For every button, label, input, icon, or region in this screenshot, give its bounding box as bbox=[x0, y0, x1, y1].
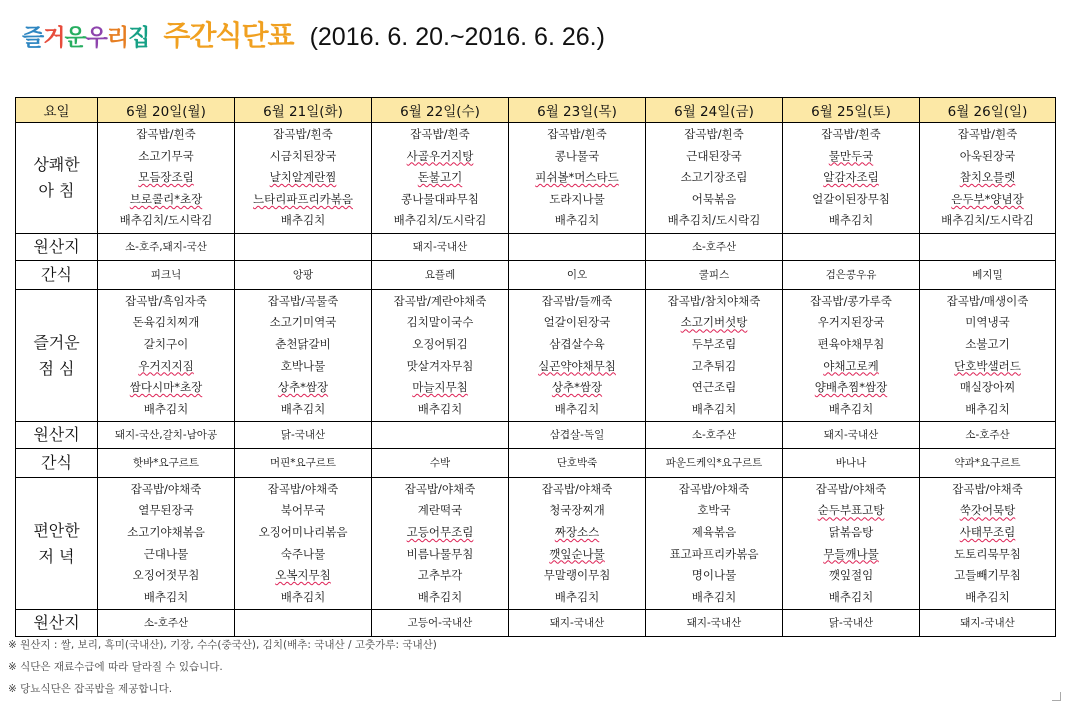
menu-item: 잡곡밥/들깨죽 bbox=[541, 293, 613, 308]
menu-item: 상추*쌈장 bbox=[277, 380, 329, 395]
menu-item: 잡곡밥/흰죽 bbox=[136, 127, 196, 142]
origin-cell: 소-호주,돼지-국산 bbox=[98, 234, 235, 261]
menu-item: 소고기장조림 bbox=[680, 170, 748, 185]
menu-item: 제육볶음 bbox=[691, 524, 737, 539]
origin-label: 원산지 bbox=[16, 234, 98, 261]
menu-item: 숙주나물 bbox=[280, 546, 326, 561]
menu-item: 잡곡밥/콩가루죽 bbox=[810, 293, 892, 308]
snack-pm-label: 간식 bbox=[16, 449, 98, 478]
menu-item: 사골우거지탕 bbox=[406, 148, 474, 163]
snack-am-label: 간식 bbox=[16, 261, 98, 290]
day-header: 6월 25일(토) bbox=[783, 98, 920, 123]
menu-item: 고들빼기무침 bbox=[954, 568, 1021, 583]
brand-char: 집 bbox=[128, 25, 150, 51]
origin-cell: 닭-국내산 bbox=[783, 610, 920, 637]
snack-cell: 파운드케익*요구르트 bbox=[646, 449, 783, 478]
lunch-day-cell bbox=[783, 290, 920, 422]
origin-cell: 소-호주산 bbox=[98, 610, 235, 637]
snack-pm-row bbox=[16, 449, 1056, 478]
menu-item: 콩나물대파무침 bbox=[401, 191, 479, 206]
menu-item: 잡곡밥/흰죽 bbox=[547, 127, 607, 142]
menu-item: 잡곡밥/야채죽 bbox=[678, 481, 750, 496]
menu-item: 상추*쌈장 bbox=[551, 380, 603, 395]
origin-cell: 소-호주산 bbox=[646, 422, 783, 449]
lunch-label bbox=[16, 290, 98, 422]
breakfast-day-cell bbox=[98, 123, 235, 234]
dinner-day-cell bbox=[372, 478, 509, 610]
brand-char: 운 bbox=[64, 25, 86, 51]
menu-item: 배추김치 bbox=[143, 401, 189, 416]
menu-item: 매실장아찌 bbox=[959, 380, 1016, 395]
lunch-day-cell bbox=[920, 290, 1056, 422]
menu-item: 배추김치 bbox=[691, 589, 737, 604]
origin-cell: 삼겹살-독일 bbox=[509, 422, 646, 449]
menu-item: 아욱된장국 bbox=[959, 148, 1016, 163]
day-header: 6월 20일(월) bbox=[98, 98, 235, 123]
origin-cell: 고등어-국내산 bbox=[372, 610, 509, 637]
dinner-day-cell bbox=[235, 478, 372, 610]
menu-item: 알감자조림 bbox=[823, 170, 879, 185]
breakfast-day-cell bbox=[372, 123, 509, 234]
snack-cell: 요플레 bbox=[372, 261, 509, 290]
menu-item: 배추김치 bbox=[280, 213, 326, 228]
breakfast-label-line: 아 침 bbox=[38, 181, 75, 200]
menu-item: 돈불고기 bbox=[417, 170, 463, 185]
dinner-day-cell bbox=[783, 478, 920, 610]
origin-cell: 소-호주산 bbox=[920, 422, 1056, 449]
menu-item: 배추김치 bbox=[828, 213, 874, 228]
page-corner-mark bbox=[1052, 692, 1061, 701]
menu-item: 우거지지짐 bbox=[138, 358, 194, 373]
menu-item: 소고기미역국 bbox=[269, 315, 337, 330]
menu-item: 청국장찌개 bbox=[549, 503, 605, 518]
breakfast-origin-row bbox=[16, 234, 1056, 261]
menu-item: 닭볶음탕 bbox=[828, 524, 874, 539]
menu-item: 피쉬볼*머스타드 bbox=[535, 170, 619, 185]
breakfast-day-cell bbox=[509, 123, 646, 234]
menu-item: 갈치구이 bbox=[143, 336, 189, 351]
menu-item: 잡곡밥/매생이죽 bbox=[946, 293, 1029, 308]
snack-cell: 앙팡 bbox=[235, 261, 372, 290]
origin-cell bbox=[783, 234, 920, 261]
menu-item: 야채고로케 bbox=[823, 358, 879, 373]
snack-cell: 쿨피스 bbox=[646, 261, 783, 290]
date-period: (2016. 6. 20.~2016. 6. 26.) bbox=[309, 23, 605, 51]
lunch-day-cell bbox=[98, 290, 235, 422]
menu-item: 돈육김치찌개 bbox=[132, 315, 200, 330]
menu-item: 배추김치 bbox=[828, 589, 874, 604]
lunch-day-cell bbox=[646, 290, 783, 422]
menu-item: 오징어튀김 bbox=[412, 336, 468, 351]
lunch-row bbox=[16, 290, 1056, 422]
origin-cell: 돼지-국내산 bbox=[920, 610, 1056, 637]
menu-item: 무말랭이무침 bbox=[543, 568, 611, 583]
dinner-row bbox=[16, 478, 1056, 610]
menu-item: 순두부표고탕 bbox=[817, 503, 885, 518]
menu-item: 콩나물국 bbox=[554, 148, 600, 163]
menu-item: 편육야채무침 bbox=[817, 336, 885, 351]
menu-item: 시금치된장국 bbox=[269, 148, 337, 163]
brand-char: 리 bbox=[106, 25, 129, 51]
origin-cell: 돼지-국내산 bbox=[372, 234, 509, 261]
day-header: 6월 22일(수) bbox=[372, 98, 509, 123]
menu-item: 배추김치 bbox=[554, 213, 600, 228]
lunch-day-cell bbox=[235, 290, 372, 422]
menu-item: 배추김치 bbox=[965, 401, 1010, 416]
breakfast-day-cell bbox=[783, 123, 920, 234]
origin-cell: 돼지-국산,갈치-남아공 bbox=[98, 422, 235, 449]
snack-cell: 수박 bbox=[372, 449, 509, 478]
breakfast-label-line: 상쾌한 bbox=[33, 155, 80, 174]
menu-item: 도토리묵무침 bbox=[954, 546, 1021, 561]
menu-item: 얼갈이된장무침 bbox=[812, 191, 890, 206]
menu-item: 마늘지무침 bbox=[412, 380, 468, 395]
menu-item: 소불고기 bbox=[965, 336, 1010, 351]
menu-item: 은두부*양념장 bbox=[951, 191, 1024, 206]
footnote-origin: ※ 원산지 : 쌀, 보리, 흑미(국내산), 기장, 수수(중국산), 김치(배추: 국내산 / 고춧가루: 국내산) bbox=[8, 639, 437, 651]
menu-item: 무들깨나물 bbox=[823, 546, 879, 561]
lunch-label-line: 즐거운 bbox=[33, 332, 80, 352]
menu-item: 맛살겨자무침 bbox=[406, 358, 474, 373]
menu-item: 잡곡밥/곡물죽 bbox=[267, 293, 339, 308]
weekly-menu-table bbox=[15, 97, 1056, 637]
snack-cell: 피크닉 bbox=[98, 261, 235, 290]
menu-item: 잡곡밥/야채죽 bbox=[815, 481, 887, 496]
menu-item: 비름나물무침 bbox=[406, 546, 474, 561]
menu-item: 우거지된장국 bbox=[817, 315, 885, 330]
day-header: 6월 26일(일) bbox=[920, 98, 1056, 123]
menu-item: 잡곡밥/야채죽 bbox=[130, 481, 202, 496]
menu-item: 고추부각 bbox=[417, 568, 463, 583]
breakfast-row bbox=[16, 123, 1056, 234]
menu-item: 오복지무침 bbox=[275, 568, 331, 583]
menu-item: 배추김치 bbox=[417, 401, 463, 416]
menu-item: 고추튀김 bbox=[691, 358, 737, 373]
page-header bbox=[22, 14, 605, 58]
menu-item: 배추김치 bbox=[828, 401, 874, 416]
menu-item: 쌈다시마*초장 bbox=[129, 380, 203, 395]
origin-label: 원산지 bbox=[16, 610, 98, 637]
origin-cell bbox=[235, 234, 372, 261]
menu-item: 배추김치/도시락김 bbox=[667, 213, 761, 228]
menu-item: 미역냉국 bbox=[965, 315, 1010, 330]
snack-cell: 이오 bbox=[509, 261, 646, 290]
dinner-day-cell bbox=[509, 478, 646, 610]
origin-cell: 돼지-국내산 bbox=[509, 610, 646, 637]
footnotes bbox=[8, 634, 437, 700]
menu-item: 잡곡밥/흰죽 bbox=[684, 127, 744, 142]
breakfast-day-cell bbox=[235, 123, 372, 234]
menu-item: 잡곡밥/흰죽 bbox=[957, 127, 1018, 142]
day-header: 6월 23일(목) bbox=[509, 98, 646, 123]
menu-item: 북어무국 bbox=[280, 503, 326, 518]
menu-item: 오징어젓무침 bbox=[132, 568, 200, 583]
origin-cell bbox=[509, 234, 646, 261]
snack-cell: 바나나 bbox=[783, 449, 920, 478]
menu-item: 호박국 bbox=[697, 503, 731, 518]
menu-item: 단호박샐러드 bbox=[954, 358, 1021, 373]
menu-item: 소고기무국 bbox=[138, 148, 194, 163]
dinner-day-cell bbox=[920, 478, 1056, 610]
menu-item: 사태무조림 bbox=[959, 524, 1016, 539]
menu-item: 배추김치 bbox=[965, 589, 1010, 604]
lunch-label-line: 점 심 bbox=[38, 358, 75, 378]
menu-item: 잡곡밥/참치야채죽 bbox=[667, 293, 761, 308]
breakfast-label bbox=[16, 123, 98, 234]
lunch-day-cell bbox=[509, 290, 646, 422]
menu-item: 계란떡국 bbox=[417, 503, 463, 518]
menu-item: 브로콜리*초장 bbox=[129, 191, 203, 206]
menu-item: 참치오믈렛 bbox=[959, 170, 1016, 185]
menu-item: 배추김치 bbox=[143, 589, 189, 604]
menu-item: 잡곡밥/흰죽 bbox=[273, 127, 333, 142]
dinner-origin-row bbox=[16, 610, 1056, 637]
menu-item: 두부조림 bbox=[691, 336, 737, 351]
menu-item: 춘천닭갈비 bbox=[275, 336, 331, 351]
day-column-header: 요일 bbox=[16, 98, 98, 123]
menu-item: 양배추찜*쌈장 bbox=[814, 380, 888, 395]
menu-item: 물만두국 bbox=[828, 148, 874, 163]
menu-item: 잡곡밥/흰죽 bbox=[410, 127, 470, 142]
dinner-day-cell bbox=[646, 478, 783, 610]
lunch-day-cell bbox=[372, 290, 509, 422]
snack-am-row bbox=[16, 261, 1056, 290]
lunch-origin-row bbox=[16, 422, 1056, 449]
snack-cell: 검은콩우유 bbox=[783, 261, 920, 290]
menu-item: 고등어무조림 bbox=[406, 524, 474, 539]
menu-item: 모듬장조림 bbox=[138, 170, 194, 185]
menu-item: 삼겹살수육 bbox=[549, 336, 605, 351]
menu-item: 근대나물 bbox=[143, 546, 189, 561]
menu-item: 느타리파프리카볶음 bbox=[253, 191, 353, 206]
menu-item: 연근조림 bbox=[691, 380, 737, 395]
brand-logo bbox=[22, 19, 149, 52]
origin-cell: 돼지-국내산 bbox=[646, 610, 783, 637]
breakfast-day-cell bbox=[920, 123, 1056, 234]
menu-item: 실곤약야채무침 bbox=[538, 358, 616, 373]
menu-item: 표고파프리카볶음 bbox=[669, 546, 759, 561]
menu-item: 도라지나물 bbox=[549, 191, 605, 206]
menu-item: 열무된장국 bbox=[138, 503, 194, 518]
dinner-label-line: 편안한 bbox=[33, 520, 80, 540]
menu-item: 잡곡밥/야채죽 bbox=[541, 481, 613, 496]
menu-item: 김치말이국수 bbox=[406, 315, 474, 330]
origin-cell: 소-호주산 bbox=[646, 234, 783, 261]
menu-item: 배추김치/도시락김 bbox=[119, 213, 213, 228]
menu-item: 깻잎절임 bbox=[828, 568, 874, 583]
menu-item: 잡곡밥/흑임자죽 bbox=[125, 293, 207, 308]
page-title: 주간식단표 bbox=[163, 19, 294, 52]
menu-item: 얼갈이된장국 bbox=[543, 315, 611, 330]
footnote-diabetes: ※ 당뇨식단은 잡곡밥을 제공합니다. bbox=[8, 683, 173, 695]
menu-item: 배추김치 bbox=[280, 401, 326, 416]
origin-cell: 돼지-국내산 bbox=[783, 422, 920, 449]
menu-item: 쑥갓어묵탕 bbox=[959, 503, 1016, 518]
snack-cell: 단호박죽 bbox=[509, 449, 646, 478]
menu-item: 배추김치 bbox=[554, 401, 600, 416]
dinner-day-cell bbox=[98, 478, 235, 610]
menu-item: 호박나물 bbox=[280, 358, 326, 373]
snack-cell: 베지밀 bbox=[920, 261, 1056, 290]
menu-item: 잡곡밥/흰죽 bbox=[821, 127, 881, 142]
brand-char: 거 bbox=[43, 25, 65, 51]
menu-item: 배추김치 bbox=[280, 589, 326, 604]
menu-item: 날치알계란찜 bbox=[269, 170, 337, 185]
menu-item: 짜장소스 bbox=[554, 524, 600, 539]
day-header-row bbox=[16, 98, 1056, 123]
origin-cell bbox=[920, 234, 1056, 261]
menu-item: 근대된장국 bbox=[686, 148, 742, 163]
menu-item: 소고기야채볶음 bbox=[127, 524, 205, 539]
origin-cell: 닭-국내산 bbox=[235, 422, 372, 449]
breakfast-day-cell bbox=[646, 123, 783, 234]
day-header: 6월 24일(금) bbox=[646, 98, 783, 123]
menu-item: 배추김치/도시락김 bbox=[941, 213, 1034, 228]
dinner-label bbox=[16, 478, 98, 610]
menu-item: 깻잎순나물 bbox=[549, 546, 605, 561]
menu-item: 잡곡밥/야채죽 bbox=[267, 481, 339, 496]
origin-cell bbox=[235, 610, 372, 637]
menu-item: 잡곡밥/계란야채죽 bbox=[393, 293, 487, 308]
menu-item: 배추김치 bbox=[417, 589, 463, 604]
snack-cell: 약과*요구르트 bbox=[920, 449, 1056, 478]
origin-label: 원산지 bbox=[16, 422, 98, 449]
menu-item: 배추김치 bbox=[691, 401, 737, 416]
menu-item: 어묵볶음 bbox=[691, 191, 737, 206]
menu-item: 잡곡밥/야채죽 bbox=[404, 481, 476, 496]
dinner-label-line: 저 녁 bbox=[38, 546, 75, 566]
origin-cell bbox=[372, 422, 509, 449]
brand-char: 즐 bbox=[22, 25, 44, 51]
menu-item: 잡곡밥/야채죽 bbox=[952, 481, 1023, 496]
snack-cell: 머핀*요구르트 bbox=[235, 449, 372, 478]
menu-item: 배추김치/도시락김 bbox=[393, 213, 487, 228]
footnote-supply: ※ 식단은 재료수급에 따라 달라질 수 있습니다. bbox=[8, 661, 223, 673]
snack-cell: 핫바*요구르트 bbox=[98, 449, 235, 478]
menu-item: 오징어미나리볶음 bbox=[258, 524, 348, 539]
brand-char: 우 bbox=[85, 25, 107, 51]
menu-item: 배추김치 bbox=[554, 589, 600, 604]
menu-item: 소고기버섯탕 bbox=[680, 315, 748, 330]
menu-item: 명이나물 bbox=[691, 568, 737, 583]
day-header: 6월 21일(화) bbox=[235, 98, 372, 123]
